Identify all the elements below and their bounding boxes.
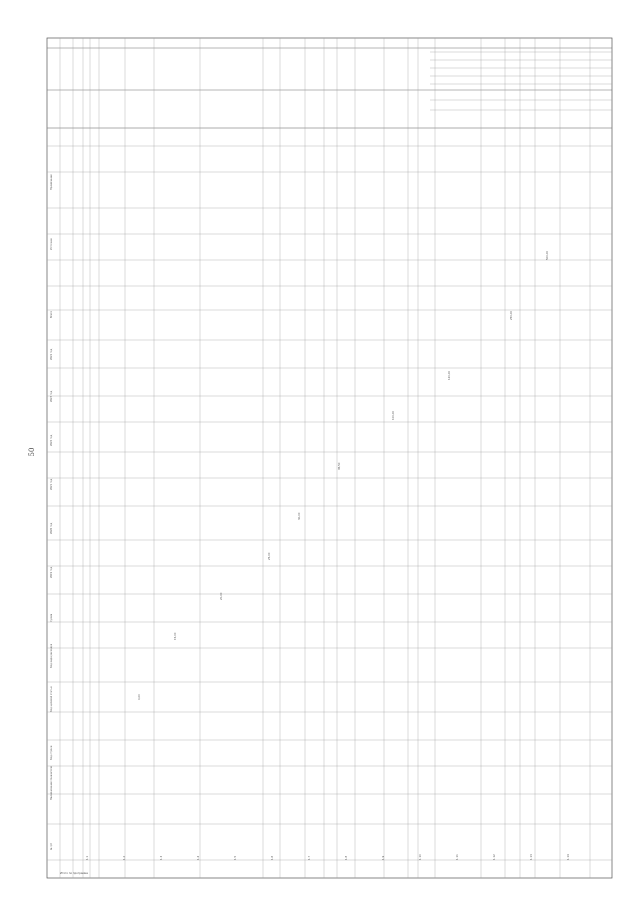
- header-cell: 2022 год: [50, 434, 53, 446]
- value-cell: 250,00: [510, 310, 513, 320]
- header-cell: Источник: [50, 238, 53, 250]
- row-label: 1.8: [345, 855, 348, 860]
- row-label: 1.13: [530, 854, 533, 860]
- value-cell: 15,00: [174, 632, 177, 640]
- row-label: 1.4: [197, 855, 200, 860]
- row-label: 1.14: [567, 854, 570, 860]
- row-label: 1.3: [160, 855, 163, 860]
- value-cell: 30,00: [298, 512, 301, 520]
- row-label: 1.12: [493, 854, 496, 860]
- header-cell: Код строки: [50, 745, 53, 760]
- header-cell: 2024 год: [50, 348, 53, 360]
- header-cell: Наименование показателя: [50, 766, 53, 800]
- row-label: 1.7: [308, 855, 311, 860]
- value-cell: 500,00: [546, 250, 549, 260]
- header-cell: Сумма: [50, 613, 53, 622]
- header-cell: Код вида расходов: [50, 643, 53, 668]
- page-number: 50: [28, 447, 36, 457]
- header-cell: 2020 год: [50, 522, 53, 534]
- row-label: 1.9: [382, 855, 385, 860]
- header-cell: 2019 год: [50, 566, 53, 578]
- header-cell: № п/п: [50, 842, 53, 850]
- header-cell: 2023 год: [50, 390, 53, 402]
- header-cell: Код целевой статьи: [50, 686, 53, 712]
- row-label: 1.5: [234, 855, 237, 860]
- value-cell: 25,00: [268, 552, 271, 560]
- row-label: 1.11: [456, 854, 459, 860]
- value-cell: 45,50: [338, 462, 341, 470]
- row-label: 1.2: [123, 855, 126, 860]
- header-cell: 2021 год: [50, 478, 53, 490]
- header-cell: Всего: [50, 310, 53, 318]
- table-footnote: Итого по программе: [60, 872, 88, 875]
- row-label: 1.10: [419, 854, 422, 860]
- value-cell: 20,00: [220, 592, 223, 600]
- value-cell: 0,00: [138, 694, 141, 700]
- value-cell: 100,00: [392, 410, 395, 420]
- row-label: 1.6: [271, 855, 274, 860]
- row-label: 1.1: [86, 855, 89, 860]
- header-cell: Примечание: [50, 174, 53, 190]
- value-cell: 120,00: [448, 370, 451, 380]
